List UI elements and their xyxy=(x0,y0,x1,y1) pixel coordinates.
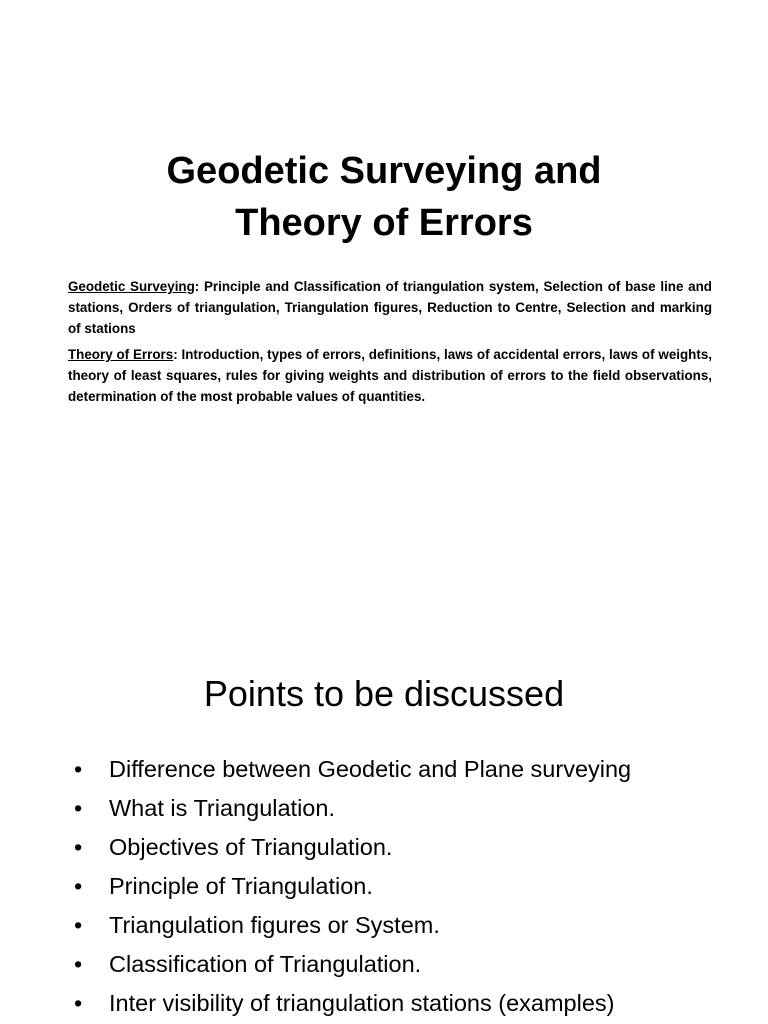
list-item xyxy=(70,750,631,789)
list-item xyxy=(70,984,631,1023)
list-item-text: Principle of Triangulation. xyxy=(109,873,373,899)
bullet-icon: • xyxy=(74,756,83,782)
bullet-icon: • xyxy=(74,990,83,1016)
geodetic-surveying-paragraph xyxy=(68,276,712,339)
bullet-icon: • xyxy=(74,834,83,860)
bullet-icon: • xyxy=(74,951,83,977)
slide-title xyxy=(40,145,728,249)
points-list xyxy=(70,750,631,1023)
geodetic-surveying-text: : Principle and Classification of triangulation system, Selection of base line and stations, Orders of triangulation, Triangulation figures, Reduction to Centre, Selection and marking of stations xyxy=(68,279,712,336)
list-item-text: Classification of Triangulation. xyxy=(109,951,422,977)
geodetic-surveying-label: Geodetic Surveying xyxy=(68,279,195,294)
bullet-icon: • xyxy=(74,795,83,821)
list-item xyxy=(70,906,631,945)
theory-of-errors-label: Theory of Errors xyxy=(68,347,174,362)
theory-of-errors-paragraph xyxy=(68,344,712,407)
list-item-text: Inter visibility of triangulation stations (examples) xyxy=(109,990,615,1016)
slide-title-line-1: Geodetic Surveying and xyxy=(166,150,602,192)
list-item-text: Objectives of Triangulation. xyxy=(109,834,393,860)
list-item-text: What is Triangulation. xyxy=(109,795,335,821)
list-item xyxy=(70,828,631,867)
list-item xyxy=(70,789,631,828)
slide-2 xyxy=(0,512,768,1024)
list-item xyxy=(70,867,631,906)
list-item-text: Difference between Geodetic and Plane surveying xyxy=(109,756,632,782)
list-item-text: Triangulation figures or System. xyxy=(109,912,440,938)
slide-title-line-2: Theory of Errors xyxy=(235,202,533,244)
bullet-icon: • xyxy=(74,873,83,899)
syllabus-block xyxy=(68,276,712,412)
list-item xyxy=(70,945,631,984)
theory-of-errors-text: : Introduction, types of errors, definitions, laws of accidental errors, laws of weights, theory of least squares, rules for giving weights and distribution of errors to the field observations, determination of the most probable values of quantities. xyxy=(68,347,712,404)
bullet-icon: • xyxy=(74,912,83,938)
points-title: Points to be discussed xyxy=(203,673,565,714)
